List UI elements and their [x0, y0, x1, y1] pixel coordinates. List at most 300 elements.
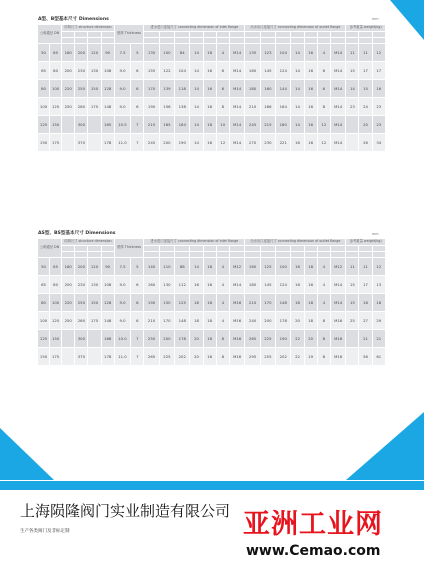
table-1-title: A型、B型基本尺寸 Dimensions	[38, 17, 109, 22]
table-cell: M14	[330, 80, 345, 98]
table-cell: 8	[317, 98, 330, 116]
table-cell: 65	[50, 44, 62, 62]
table-cell: 6	[131, 98, 144, 116]
table-cell: 7	[131, 330, 144, 348]
table-cell: 6	[216, 62, 229, 80]
table-cell: 20	[304, 330, 317, 348]
table-row	[38, 116, 386, 134]
table-cell: 18	[291, 294, 304, 312]
table-cell: M14	[229, 134, 244, 152]
dimension-table-1	[37, 24, 386, 152]
table-cell: 7.5	[114, 44, 130, 62]
table-cell: 178	[101, 348, 114, 366]
header-thickness: 壁厚 Thickness	[114, 25, 144, 44]
table-cell: 178	[276, 312, 291, 330]
table-cell: 7	[131, 116, 144, 134]
table-cell: 156	[159, 98, 174, 116]
table-cell: 16	[203, 98, 216, 116]
table-cell: 5	[131, 44, 144, 62]
table-cell: 18	[372, 294, 385, 312]
table-cell: 8	[317, 330, 330, 348]
table-cell: 260	[75, 312, 88, 330]
table-cell: 135	[245, 44, 260, 62]
table-cell: 14	[291, 80, 304, 98]
table-cell: 150	[50, 330, 62, 348]
table-cell	[88, 134, 101, 152]
table-cell: 4	[216, 312, 229, 330]
table-cell: 21	[372, 330, 385, 348]
table-row	[38, 44, 386, 62]
table-row	[38, 80, 386, 98]
table-cell: 202	[175, 348, 190, 366]
table-cell: 160	[260, 80, 275, 98]
table-cell: 80	[38, 80, 50, 98]
table-cell: M16	[229, 348, 244, 366]
company-name: 上海陨隆阀门实业制造有限公司	[20, 502, 231, 520]
table-row	[38, 258, 386, 276]
table-cell: 61	[372, 348, 385, 366]
table-cell: 14	[291, 62, 304, 80]
footer-bar	[0, 481, 424, 490]
table-cell: 110	[159, 258, 174, 276]
table-cell: M16	[330, 348, 345, 366]
table-cell: 210	[245, 294, 260, 312]
table-cell: 11	[346, 44, 359, 62]
table-cell: 180	[62, 258, 75, 276]
table-cell: 65	[38, 276, 50, 294]
table-cell	[62, 116, 75, 134]
table-cell: 150	[50, 116, 62, 134]
table-cell: 8	[216, 98, 229, 116]
table-cell: 20	[359, 116, 372, 134]
table-cell: 6	[131, 80, 144, 98]
table-cell: 108	[101, 276, 114, 294]
table-cell: 16	[304, 62, 317, 80]
table-cell: 4	[216, 258, 229, 276]
table-cell: 170	[144, 80, 159, 98]
table-cell: M14	[330, 294, 345, 312]
table-cell: 140	[144, 258, 159, 276]
table-cell: 16	[190, 276, 203, 294]
table-cell: 18	[359, 294, 372, 312]
table-cell: 148	[276, 294, 291, 312]
header-outlet: 出水出口连接尺寸 connecting dimension of outlet flange	[245, 239, 346, 246]
table-cell: 130	[159, 276, 174, 294]
table-cell: 20	[190, 348, 203, 366]
table-cell: 4	[317, 44, 330, 62]
table-cell	[88, 348, 101, 366]
table-cell: 6	[131, 312, 144, 330]
table-cell: 100	[50, 294, 62, 312]
table-cell: 21	[359, 330, 372, 348]
table-cell: 370	[75, 348, 88, 366]
table-cell: M14	[229, 276, 244, 294]
table-cell: M14	[330, 62, 345, 80]
table-cell	[346, 330, 359, 348]
table-cell: 130	[88, 62, 101, 80]
table-cell: 11.0	[114, 134, 130, 152]
table-cell: 250	[62, 312, 75, 330]
table-cell: 11	[359, 44, 372, 62]
table-cell: 4	[317, 276, 330, 294]
site-url: www.Cemao.com	[246, 543, 381, 559]
table-cell: 14	[291, 98, 304, 116]
table-cell: 150	[38, 348, 50, 366]
table-cell: 100	[38, 312, 50, 330]
table-cell: 6	[131, 276, 144, 294]
table-cell: 160	[144, 276, 159, 294]
table-cell: 4	[317, 258, 330, 276]
header-weight: 参考重量 weight(kg)	[346, 25, 386, 32]
table-cell: 178	[101, 134, 114, 152]
table-cell: 16	[203, 330, 216, 348]
table-cell: 22	[291, 348, 304, 366]
table-cell: 18	[190, 294, 203, 312]
table-cell: 190	[144, 98, 159, 116]
table-cell: 190	[144, 294, 159, 312]
table-cell: 200	[75, 258, 88, 276]
table-cell: 100	[50, 80, 62, 98]
table-cell	[346, 116, 359, 134]
table-cell: 120	[88, 44, 101, 62]
header-structure: 结构尺寸 structure dimension	[62, 25, 115, 32]
table-cell: 15	[346, 276, 359, 294]
table-cell: 300	[75, 330, 88, 348]
table-cell: 9.0	[114, 276, 130, 294]
table-cell: 16	[203, 276, 216, 294]
table-cell: 118	[175, 80, 190, 98]
table-cell: 12	[216, 134, 229, 152]
table-cell: 20	[291, 312, 304, 330]
table-cell: M16	[229, 294, 244, 312]
table-row	[38, 312, 386, 330]
table-cell	[346, 134, 359, 152]
table-cell: 265	[144, 348, 159, 366]
table-cell: 220	[62, 80, 75, 98]
table-cell: 14	[190, 258, 203, 276]
table-cell: 250	[75, 80, 88, 98]
table-cell: 56	[359, 348, 372, 366]
table-cell: 6	[317, 80, 330, 98]
table-cell: 14	[190, 44, 203, 62]
table-cell: 16	[291, 258, 304, 276]
table-cell: 25	[346, 312, 359, 330]
table-cell: 11	[346, 258, 359, 276]
table-cell: 230	[75, 62, 88, 80]
table-cell: 14	[190, 134, 203, 152]
table-cell: 80	[38, 294, 50, 312]
table-cell: 175	[50, 348, 62, 366]
table-cell: 245	[245, 116, 260, 134]
table-cell: 11.0	[114, 348, 130, 366]
header-inlet: 进水进口连接尺寸 connecting dimension of inlet flange	[144, 25, 245, 32]
table-cell: 250	[144, 330, 159, 348]
table-cell: 16	[203, 116, 216, 134]
table-cell: 200	[75, 44, 88, 62]
table-cell: 10.0	[114, 330, 130, 348]
table-cell: 210	[245, 98, 260, 116]
table-2-unit: mm	[372, 232, 379, 236]
table-cell: 135	[144, 44, 159, 62]
table-cell: 22	[291, 330, 304, 348]
table-cell: 123	[260, 44, 275, 62]
table-cell: 90	[101, 44, 114, 62]
table-cell: 175	[88, 312, 101, 330]
table-cell: M14	[229, 80, 244, 98]
table-2-title: AS型、BS型基本尺寸 Dimensions	[38, 231, 116, 236]
table-cell: 4	[216, 44, 229, 62]
table-cell: M14	[330, 98, 345, 116]
table-cell: 220	[62, 294, 75, 312]
table-cell: 202	[276, 348, 291, 366]
table-cell: 200	[62, 62, 75, 80]
table-cell: 23	[346, 98, 359, 116]
table-cell: 15	[346, 62, 359, 80]
table-cell: 9.0	[114, 312, 130, 330]
table-cell: 16	[203, 62, 216, 80]
table-cell: 125	[38, 330, 50, 348]
table-cell: 145	[260, 276, 275, 294]
table-cell: 100	[38, 98, 50, 116]
table-cell: 250	[75, 294, 88, 312]
table-cell: 23	[372, 98, 385, 116]
table-cell: 165	[101, 116, 114, 134]
table-cell: 80	[50, 62, 62, 80]
table-cell: 8	[317, 312, 330, 330]
table-cell: 240	[245, 312, 260, 330]
table-cell: 230	[75, 276, 88, 294]
table-cell: 160	[245, 62, 260, 80]
table-cell: 148	[101, 312, 114, 330]
table-cell: 215	[260, 116, 275, 134]
table-cell: 122	[159, 62, 174, 80]
table-cell: 170	[159, 312, 174, 330]
table-cell: 16	[304, 134, 317, 152]
table-cell: 18	[203, 312, 216, 330]
table-cell: 225	[260, 330, 275, 348]
bottom-right-decoration	[340, 412, 424, 482]
table-cell: 160	[245, 258, 260, 276]
table-cell: 265	[245, 330, 260, 348]
header-inlet: 进水进口连接尺寸 connecting dimension of inlet flange	[144, 239, 245, 246]
table-cell: 175	[50, 134, 62, 152]
table-cell: 138	[175, 98, 190, 116]
table-cell: 8	[216, 348, 229, 366]
table-cell: 139	[159, 80, 174, 98]
table-cell: 14	[291, 116, 304, 134]
table-cell: 150	[88, 80, 101, 98]
table-cell: 164	[276, 98, 291, 116]
table-cell: 168	[101, 330, 114, 348]
table-cell: 125	[38, 116, 50, 134]
table-cell: 19	[304, 348, 317, 366]
table-cell	[62, 330, 75, 348]
table-cell: 7.5	[114, 258, 130, 276]
table-cell: 4	[317, 294, 330, 312]
table-cell: 16	[372, 80, 385, 98]
table-cell: 18	[203, 258, 216, 276]
table-cell	[88, 116, 101, 134]
table-cell: 12	[317, 134, 330, 152]
table-cell: 100	[159, 44, 174, 62]
table-cell: M16	[229, 330, 244, 348]
header-thickness: 壁厚 Thickness	[114, 239, 144, 258]
table-cell: 108	[101, 62, 114, 80]
table-cell: 148	[175, 312, 190, 330]
table-cell: 65	[38, 62, 50, 80]
table-cell: 14	[190, 116, 203, 134]
table-cell: 13	[372, 276, 385, 294]
header-outlet: 出水出口连接尺寸 connecting dimension of outlet flange	[245, 25, 346, 32]
table-1-unit: mm	[372, 17, 379, 21]
table-cell: 18	[190, 312, 203, 330]
table-cell: 15	[346, 294, 359, 312]
table-cell: 5	[131, 258, 144, 276]
table-cell: M14	[330, 116, 345, 134]
table-cell: 9.0	[114, 294, 130, 312]
table-cell: 18	[304, 312, 317, 330]
table-row	[38, 348, 386, 366]
table-cell: 16	[304, 44, 317, 62]
table-cell: 9.0	[114, 80, 130, 98]
table-cell: 200	[260, 312, 275, 330]
table-cell: 245	[144, 134, 159, 152]
table-cell: M16	[330, 330, 345, 348]
table-cell: 225	[159, 348, 174, 366]
table-cell: 125	[50, 98, 62, 116]
table-cell: 260	[75, 98, 88, 116]
table-cell: 27	[359, 312, 372, 330]
table-cell: 150	[38, 134, 50, 152]
table-cell: 16	[203, 134, 216, 152]
table-cell	[62, 348, 75, 366]
table-cell: 17	[372, 62, 385, 80]
table-cell: 210	[144, 312, 159, 330]
table-cell: 6	[216, 80, 229, 98]
table-row	[38, 62, 386, 80]
table-cell: 14	[190, 80, 203, 98]
table-row	[38, 134, 386, 152]
table-cell: 16	[203, 348, 216, 366]
header-dn: 公称通径 DN	[38, 25, 62, 44]
table-cell: 295	[245, 348, 260, 366]
table-cell: 18	[304, 258, 317, 276]
table-cell: M16	[330, 312, 345, 330]
table-cell: 180	[245, 80, 260, 98]
table-cell: M14	[330, 44, 345, 62]
table-cell: 14	[190, 62, 203, 80]
table-cell: 215	[144, 116, 159, 134]
table-cell: 175	[88, 98, 101, 116]
table-cell: 255	[260, 348, 275, 366]
table-cell: 23	[372, 116, 385, 134]
table-row	[38, 330, 386, 348]
table-cell: 8	[317, 348, 330, 366]
table-cell: 4	[216, 294, 229, 312]
table-cell: M16	[229, 312, 244, 330]
table-cell: 6	[131, 62, 144, 80]
table-cell: 148	[101, 98, 114, 116]
header-structure: 结构尺寸 structure dimension	[62, 239, 115, 246]
dimension-table-2	[37, 238, 386, 366]
table-cell: 125	[175, 294, 190, 312]
table-cell: 178	[175, 330, 190, 348]
table-cell: 230	[260, 134, 275, 152]
table-cell: 186	[260, 98, 275, 116]
table-cell: 12	[372, 258, 385, 276]
table-cell: 145	[260, 62, 275, 80]
table-cell: 104	[175, 62, 190, 80]
table-cell: 16	[304, 80, 317, 98]
table-cell: 20	[190, 330, 203, 348]
table-cell: 128	[101, 80, 114, 98]
table-cell: 12	[317, 116, 330, 134]
table-cell: 150	[88, 294, 101, 312]
table-cell: 180	[62, 44, 75, 62]
table-cell: 120	[88, 258, 101, 276]
table-cell: 100	[276, 258, 291, 276]
table-cell: 125	[260, 258, 275, 276]
table-cell: 16	[304, 276, 317, 294]
table-cell: 370	[75, 134, 88, 152]
table-cell: 16	[291, 276, 304, 294]
table-cell: 155	[144, 62, 159, 80]
table-cell: M14	[229, 44, 244, 62]
table-cell: M12	[229, 258, 244, 276]
table-cell: 65	[50, 258, 62, 276]
table-cell: 9.0	[114, 62, 130, 80]
table-cell: 270	[245, 134, 260, 152]
table-cell: 221	[276, 134, 291, 152]
table-cell	[346, 348, 359, 366]
table-cell: 11	[359, 258, 372, 276]
table-cell: 104	[276, 44, 291, 62]
header-dn: 公称通径 DN	[38, 239, 62, 258]
table-cell: 180	[245, 276, 260, 294]
table-cell: 16	[304, 98, 317, 116]
table-cell: 7	[131, 348, 144, 366]
table-cell: M14	[330, 276, 345, 294]
table-cell	[88, 330, 101, 348]
table-cell: 7	[131, 134, 144, 152]
table-cell: 144	[276, 80, 291, 98]
table-cell: 50	[38, 258, 50, 276]
table-row	[38, 98, 386, 116]
table-cell: 190	[175, 134, 190, 152]
table-cell: 9.0	[114, 98, 130, 116]
table-cell: 14	[346, 80, 359, 98]
table-cell: 165	[159, 116, 174, 134]
table-cell: 128	[101, 294, 114, 312]
table-cell: 17	[359, 62, 372, 80]
table-cell: 10.5	[114, 116, 130, 134]
table-cell: 16	[304, 116, 317, 134]
table-cell: 200	[62, 276, 75, 294]
table-cell: 200	[159, 330, 174, 348]
table-cell: 8	[216, 330, 229, 348]
table-cell: 12	[372, 44, 385, 62]
table-cell: 200	[159, 134, 174, 152]
table-cell: 88	[175, 258, 190, 276]
table-cell: 164	[175, 116, 190, 134]
table-cell	[62, 134, 75, 152]
table-cell: 90	[101, 258, 114, 276]
table-cell: 190	[276, 330, 291, 348]
table-cell: 130	[88, 276, 101, 294]
table-cell: 26	[359, 134, 372, 152]
table-cell: M14	[229, 98, 244, 116]
bottom-left-decoration	[0, 428, 60, 483]
